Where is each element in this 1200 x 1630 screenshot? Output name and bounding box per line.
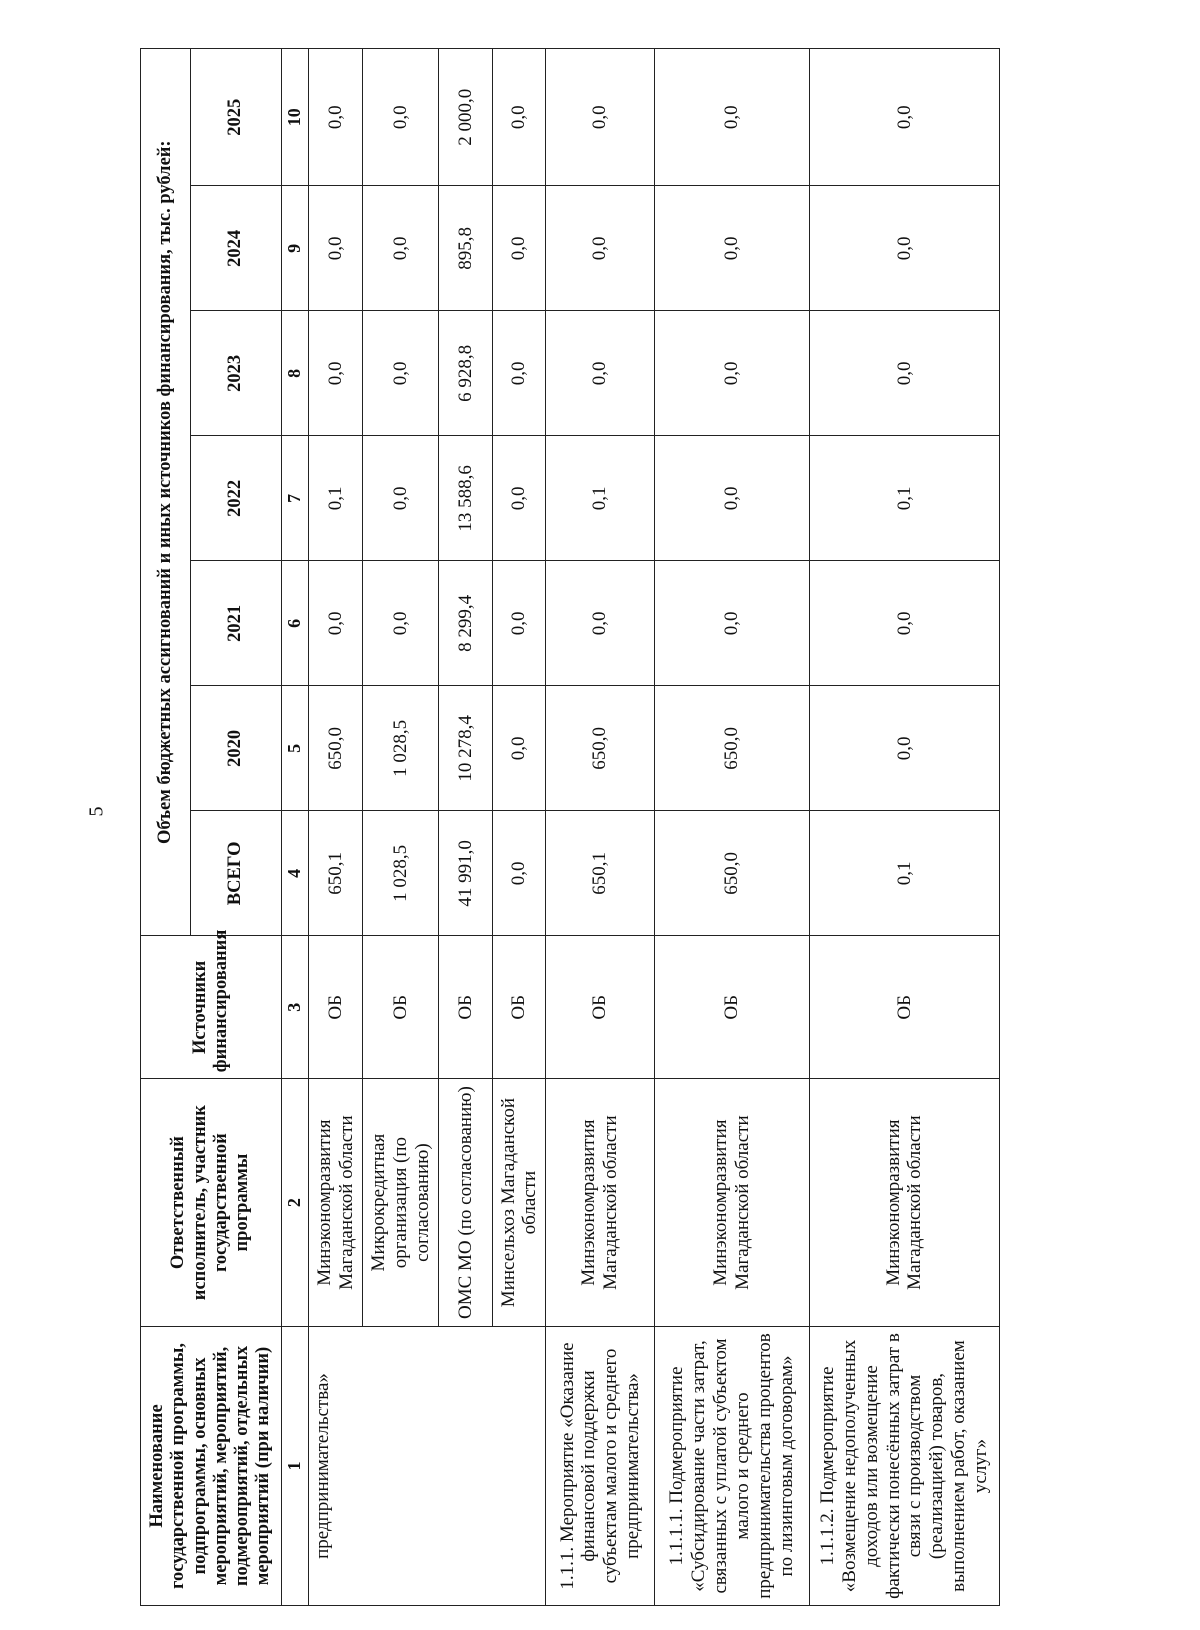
value-cell: 0,1: [809, 436, 999, 561]
value-cell: 650,0: [546, 686, 655, 811]
column-number: 8: [281, 311, 308, 436]
value-cell: 1 028,5: [363, 686, 439, 811]
executor-cell: Минэкономразвития Магаданской области: [546, 1079, 655, 1327]
value-cell: 0,0: [308, 49, 362, 186]
value-cell: 41 991,0: [439, 811, 493, 936]
value-cell: 0,0: [493, 311, 546, 436]
value-cell: 6 928,8: [439, 311, 493, 436]
value-cell: 0,0: [809, 686, 999, 811]
header-executor: Ответственный исполнитель, участник государственной программы: [141, 1079, 282, 1327]
source-cell: ОБ: [363, 936, 439, 1079]
value-cell: 0,0: [493, 436, 546, 561]
value-cell: 650,0: [655, 686, 810, 811]
value-cell: 650,1: [546, 811, 655, 936]
source-cell: ОБ: [493, 936, 546, 1079]
value-cell: 0,0: [546, 561, 655, 686]
value-cell: 0,0: [363, 311, 439, 436]
value-cell: 13 588,6: [439, 436, 493, 561]
value-cell: 0,0: [493, 186, 546, 311]
value-cell: 1 028,5: [363, 811, 439, 936]
value-cell: 0,0: [809, 561, 999, 686]
column-number: 7: [281, 436, 308, 561]
value-cell: 0,0: [809, 186, 999, 311]
column-number: 6: [281, 561, 308, 686]
value-cell: 0,0: [655, 186, 810, 311]
program-name-cell: 1.1.1.2. Подмероприятие «Возмещение недополученных доходов или возмещение фактически понесённых затрат в связи с производством (реализацией) товаров, выполнением работ, оказанием услуг»: [809, 1326, 999, 1605]
executor-cell: Минэкономразвития Магаданской области: [809, 1079, 999, 1327]
header-financing-volume: Объем бюджетных ассигнований и иных источников финансирования, тыс. рублей:: [141, 49, 191, 936]
value-cell: 0,0: [809, 49, 999, 186]
executor-cell: ОМС МО (по согласованию): [439, 1079, 493, 1327]
value-cell: 0,0: [363, 561, 439, 686]
value-cell: 0,0: [655, 436, 810, 561]
source-cell: ОБ: [546, 936, 655, 1079]
value-cell: 0,0: [655, 311, 810, 436]
header-year-2025: 2025: [190, 49, 281, 186]
header-year-2024: 2024: [190, 186, 281, 311]
table-row: [546, 49, 655, 1606]
column-number: 5: [281, 686, 308, 811]
value-cell: 650,0: [308, 686, 362, 811]
column-number: 4: [281, 811, 308, 936]
page-number: 5: [85, 806, 108, 817]
column-number: 2: [281, 1079, 308, 1327]
value-cell: 0,0: [308, 311, 362, 436]
executor-cell: Минсельхоз Магаданской области: [493, 1079, 546, 1327]
header-program-name: Наименование государственной программы, подпрограммы, основных мероприятий, мероприятий, подмероприятий, отдельных мероприятий (при наличии): [141, 1326, 282, 1605]
value-cell: 0,0: [493, 49, 546, 186]
financing-table: [140, 48, 1000, 1606]
value-cell: 0,0: [546, 186, 655, 311]
column-number: 9: [281, 186, 308, 311]
value-cell: 10 278,4: [439, 686, 493, 811]
value-cell: 0,0: [655, 561, 810, 686]
header-year-total: ВСЕГО: [190, 811, 281, 936]
value-cell: 650,0: [655, 811, 810, 936]
program-name-cell: 1.1.1. Мероприятие «Оказание финансовой поддержки субъектам малого и среднего предпринимательства»: [546, 1326, 655, 1605]
source-cell: ОБ: [655, 936, 810, 1079]
header-year-2021: 2021: [190, 561, 281, 686]
column-number: 1: [281, 1326, 308, 1605]
source-cell: ОБ: [809, 936, 999, 1079]
header-year-2023: 2023: [190, 311, 281, 436]
column-number: 3: [281, 936, 308, 1079]
table-row: [308, 49, 362, 1606]
program-name-cell: 1.1.1.1. Подмероприятие «Субсидирование части затрат, связанных с уплатой субъектом малого и среднего предпринимательства процентов по лизинговым договорам»: [655, 1326, 810, 1605]
value-cell: 0,0: [809, 311, 999, 436]
header-year-2022: 2022: [190, 436, 281, 561]
value-cell: 0,1: [546, 436, 655, 561]
rotated-page: [140, 48, 1000, 1606]
source-cell: ОБ: [439, 936, 493, 1079]
value-cell: 650,1: [308, 811, 362, 936]
header-year-2020: 2020: [190, 686, 281, 811]
column-number-row: [281, 49, 308, 1606]
value-cell: 0,0: [308, 561, 362, 686]
value-cell: 2 000,0: [439, 49, 493, 186]
value-cell: 0,0: [308, 186, 362, 311]
value-cell: 0,1: [308, 436, 362, 561]
executor-cell: Минэкономразвития Магаданской области: [655, 1079, 810, 1327]
executor-cell: Микрокредитная организация (по согласованию): [363, 1079, 439, 1327]
program-name-cell: предпринимательства»: [308, 1326, 546, 1605]
value-cell: 0,1: [809, 811, 999, 936]
value-cell: 0,0: [363, 49, 439, 186]
source-cell: ОБ: [308, 936, 362, 1079]
table-row: [655, 49, 810, 1606]
value-cell: 895,8: [439, 186, 493, 311]
executor-cell: Минэкономразвития Магаданской области: [308, 1079, 362, 1327]
value-cell: 0,0: [655, 49, 810, 186]
value-cell: 0,0: [493, 561, 546, 686]
header-source: Источники финансирования: [141, 936, 282, 1079]
value-cell: 0,0: [546, 311, 655, 436]
value-cell: 0,0: [493, 811, 546, 936]
table-row: [809, 49, 999, 1606]
value-cell: 0,0: [363, 186, 439, 311]
value-cell: 0,0: [546, 49, 655, 186]
value-cell: 0,0: [363, 436, 439, 561]
value-cell: 0,0: [493, 686, 546, 811]
value-cell: 8 299,4: [439, 561, 493, 686]
column-number: 10: [281, 49, 308, 186]
